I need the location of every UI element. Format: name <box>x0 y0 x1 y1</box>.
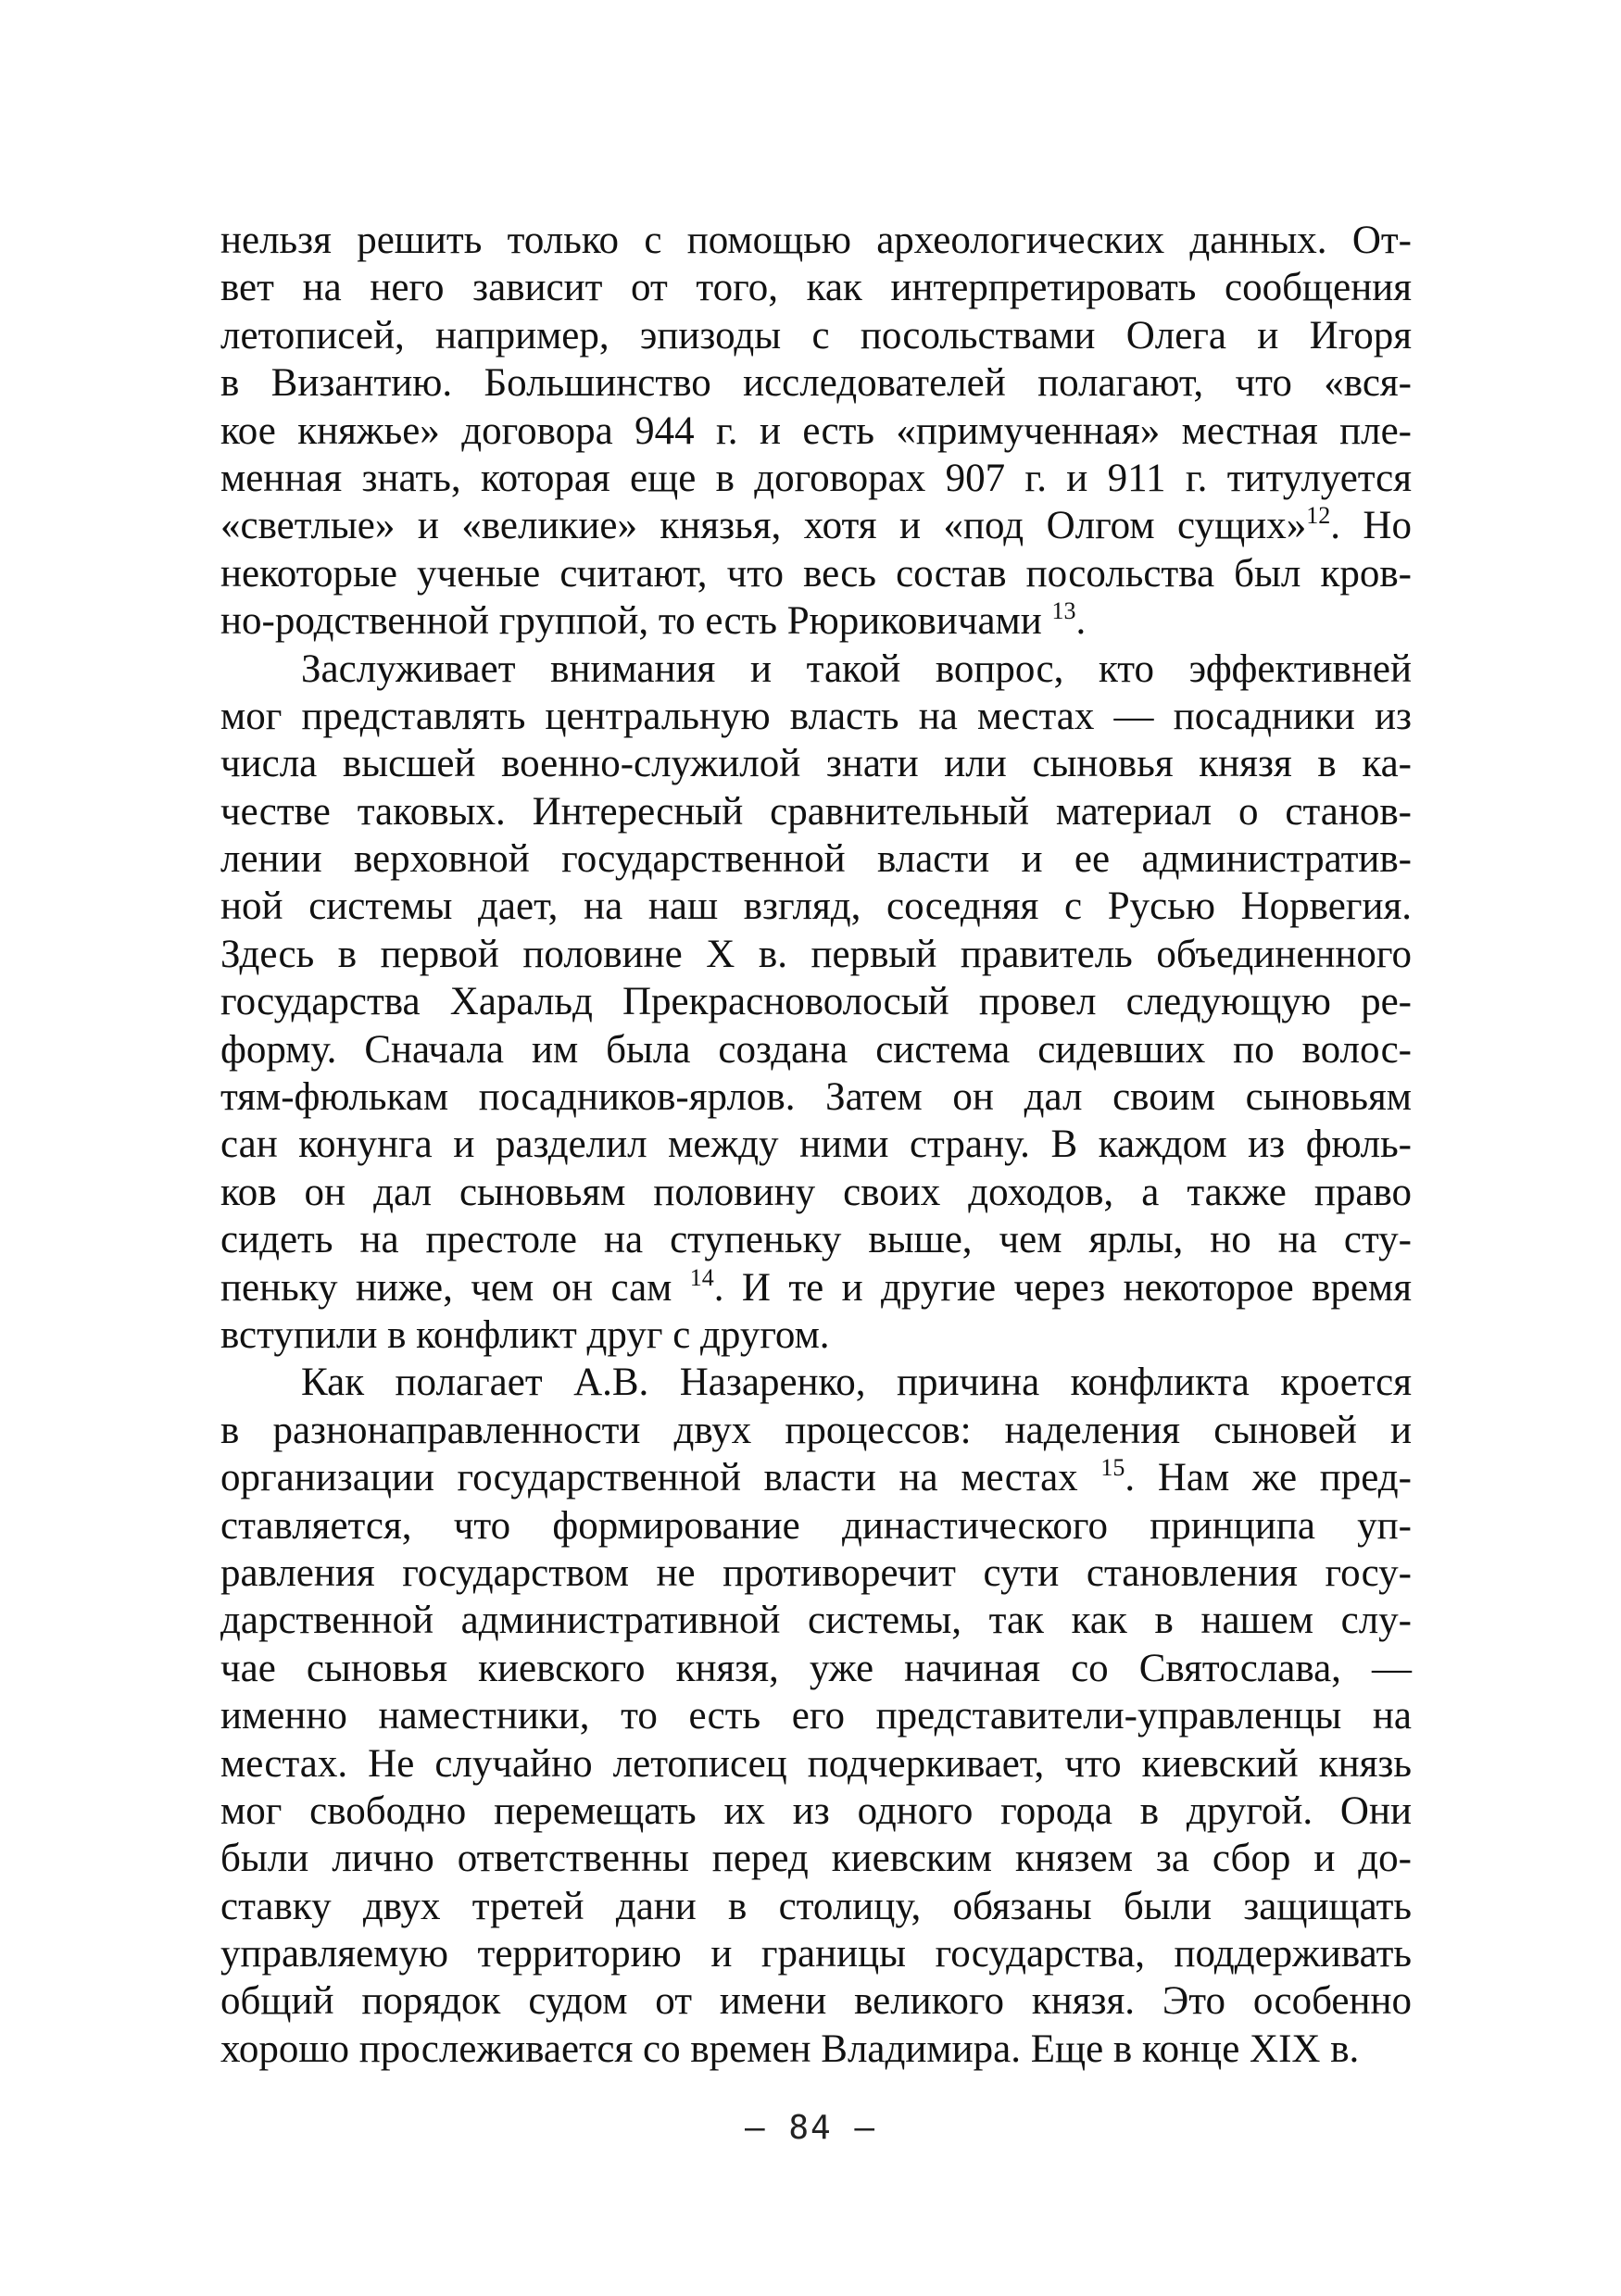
text-line <box>220 1549 1412 1597</box>
line-text: лении верховной государственной власти и ее административ- <box>220 837 1412 882</box>
text-line <box>220 1073 1412 1121</box>
text-line <box>220 1169 1412 1216</box>
line-text: пеньку ниже, чем он сам <box>220 1265 690 1310</box>
line-text: местах. Не случайно летописец подчеркивает, что киевский князь <box>220 1741 1412 1786</box>
text-line <box>220 1597 1412 1644</box>
page-body-text <box>220 217 1412 2073</box>
line-text-after-footnote: . Нам же пред- <box>1125 1456 1412 1500</box>
line-text: форму. Сначала им была создана система сидевших по волос- <box>220 1027 1412 1072</box>
line-text: именно наместники, то есть его представители-управленцы на <box>220 1694 1412 1738</box>
text-line <box>220 455 1412 502</box>
line-text: равления государством не противоречит сути становления госу- <box>220 1550 1412 1595</box>
line-text: государства Харальд Прекрасноволосый провел следующую ре- <box>220 980 1412 1024</box>
text-line <box>220 550 1412 597</box>
line-text: ной системы дает, на наш взгляд, соседняя с Русью Норвегия. <box>220 885 1412 929</box>
text-line <box>220 312 1412 359</box>
line-text: летописей, например, эпизоды с посольствами Олега и Игоря <box>220 313 1412 358</box>
text-line <box>220 1359 1412 1406</box>
line-text: хорошо прослеживается со времен Владимира. Еще в конце XIX в. <box>220 2026 1360 2071</box>
text-line <box>220 217 1412 264</box>
line-text: организации государственной власти на местах <box>220 1456 1101 1500</box>
line-text: дарственной административной системы, так как в нашем слу- <box>220 1599 1412 1643</box>
line-text-after-footnote: . И те и другие через некоторое время <box>713 1265 1413 1310</box>
text-line <box>220 931 1412 978</box>
line-text: ставку двух третей дани в столицу, обязаны были защищать <box>220 1884 1412 1928</box>
line-text: Как полагает А.В. Назаренко, причина конфликта кроется <box>301 1361 1412 1405</box>
line-text-after-footnote: . <box>1075 599 1087 644</box>
text-line <box>220 597 1412 645</box>
line-text: общий порядок судом от имени великого князя. Это особенно <box>220 1979 1412 2024</box>
text-line <box>220 1977 1412 2025</box>
line-text: вет на него зависит от того, как интерпретировать сообщения <box>220 266 1412 310</box>
text-line <box>220 978 1412 1025</box>
text-line <box>220 693 1412 740</box>
line-text: чае сыновья киевского князя, уже начиная со Святослава, — <box>220 1646 1412 1690</box>
line-text: некоторые ученые считают, что весь состав посольства был кров- <box>220 551 1412 596</box>
text-line <box>220 1740 1412 1788</box>
paragraph <box>220 646 1412 1360</box>
line-text: но-родственной группой, то есть Рюриковичами <box>220 599 1052 644</box>
text-line <box>220 1788 1412 1835</box>
text-line <box>220 1407 1412 1454</box>
line-text: кое княжье» договора 944 г. и есть «примученная» местная пле- <box>220 408 1412 453</box>
text-line <box>220 2026 1412 2073</box>
text-line <box>220 1026 1412 1073</box>
text-line <box>220 264 1412 311</box>
footnote-reference[interactable]: 15 <box>1100 1454 1125 1482</box>
line-text: мог свободно перемещать их из одного города в другой. Они <box>220 1788 1412 1833</box>
text-line <box>220 788 1412 835</box>
line-text: были лично ответственны перед киевским князем за сбор и до- <box>220 1837 1412 1881</box>
text-line <box>220 408 1412 455</box>
line-text: «светлые» и «великие» князья, хотя и «под Олгом сущих» <box>220 504 1307 548</box>
line-text: нельзя решить только с помощью археологических данных. От- <box>220 219 1412 262</box>
text-line <box>220 359 1412 407</box>
text-line <box>220 1311 1412 1359</box>
text-line <box>220 1930 1412 1977</box>
line-text: тям-фюлькам посадников-ярлов. Затем он дал своим сыновьям <box>220 1075 1412 1120</box>
text-line <box>220 646 1412 693</box>
line-text: в разнонаправленности двух процессов: наделения сыновей и <box>220 1408 1412 1452</box>
line-text: Здесь в первой половине X в. первый правитель объединенного <box>220 932 1412 976</box>
page-number: — 84 — <box>744 2109 877 2147</box>
line-text: Заслуживает внимания и такой вопрос, кто эффективней <box>301 646 1412 691</box>
text-line <box>220 883 1412 930</box>
text-line <box>220 835 1412 883</box>
text-line <box>220 1121 1412 1168</box>
text-line <box>220 1835 1412 1882</box>
text-line <box>220 1502 1412 1549</box>
text-line <box>220 1264 1412 1311</box>
footnote-reference[interactable]: 12 <box>1306 502 1331 530</box>
text-line <box>220 502 1412 549</box>
line-text: сан конунга и разделил между ними страну. В каждом из фюль- <box>220 1123 1412 1167</box>
footnote-reference[interactable]: 13 <box>1051 597 1076 625</box>
line-text: вступили в конфликт друг с другом. <box>220 1312 830 1357</box>
text-line <box>220 740 1412 787</box>
text-line <box>220 1692 1412 1739</box>
line-text-after-footnote: . Но <box>1330 504 1412 548</box>
line-text: сидеть на престоле на ступеньку выше, чем ярлы, но на сту- <box>220 1218 1412 1262</box>
line-text: мог представлять центральную власть на местах — посадники из <box>220 694 1412 738</box>
paragraph <box>220 1359 1412 2073</box>
line-text: ставляется, что формирование династического принципа уп- <box>220 1503 1412 1548</box>
line-text: управляемую территорию и границы государства, поддерживать <box>220 1932 1412 1976</box>
line-text: честве таковых. Интересный сравнительный материал о станов- <box>220 789 1412 834</box>
line-text: числа высшей военно-служилой знати или сыновья князя в ка- <box>220 742 1412 786</box>
line-text: ков он дал сыновьям половину своих доходов, а также право <box>220 1170 1412 1214</box>
line-text: в Византию. Большинство исследователей полагают, что «вся- <box>220 361 1412 406</box>
text-line <box>220 1216 1412 1263</box>
text-line <box>220 1454 1412 1501</box>
footnote-reference[interactable]: 14 <box>689 1263 714 1291</box>
text-line <box>220 1645 1412 1692</box>
line-text: менная знать, которая еще в договорах 907 г. и 911 г. титулуется <box>220 456 1412 500</box>
text-line <box>220 1883 1412 1930</box>
paragraph <box>220 217 1412 646</box>
